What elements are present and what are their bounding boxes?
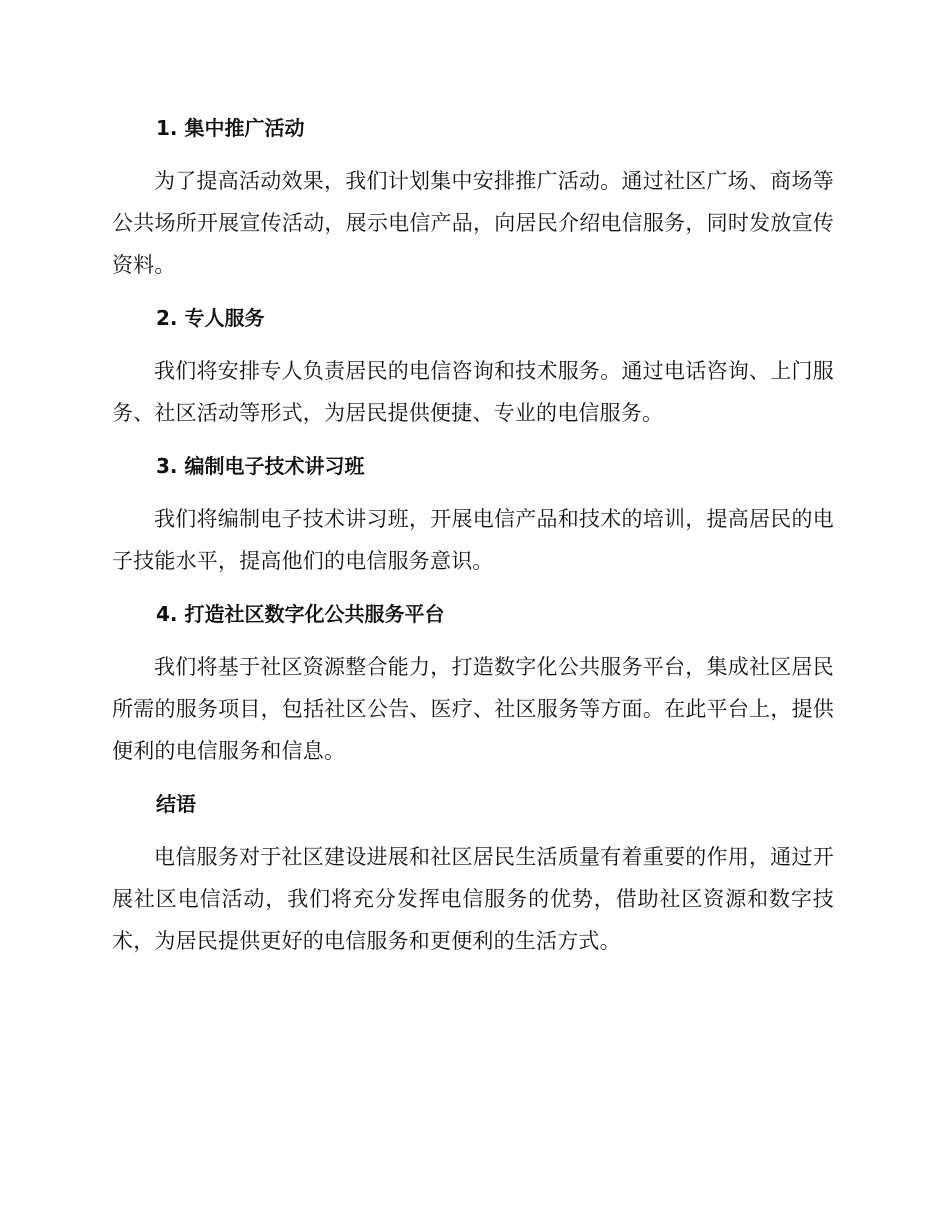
section-paragraph: 我们将编制电子技术讲习班，开展电信产品和技术的培训，提高居民的电子技能水平，提高他们的电信服务意识。 xyxy=(112,507,834,573)
section-4 xyxy=(112,593,834,772)
section-1 xyxy=(112,107,834,286)
section-heading: 3. 编制电子技术讲习班 xyxy=(156,454,365,478)
section-heading: 4. 打造社区数字化公共服务平台 xyxy=(156,602,445,626)
section-conclusion xyxy=(112,783,834,962)
document-body xyxy=(112,107,834,973)
section-heading: 结语 xyxy=(156,792,196,816)
section-paragraph: 为了提高活动效果，我们计划集中安排推广活动。通过社区广场、商场等公共场所开展宣传活动，展示电信产品，向居民介绍电信服务，同时发放宣传资料。 xyxy=(112,169,834,277)
section-3 xyxy=(112,445,834,582)
section-paragraph: 我们将安排专人负责居民的电信咨询和技术服务。通过电话咨询、上门服务、社区活动等形式，为居民提供便捷、专业的电信服务。 xyxy=(112,359,834,425)
section-2 xyxy=(112,297,834,434)
section-heading: 1. 集中推广活动 xyxy=(156,116,305,140)
section-heading: 2. 专人服务 xyxy=(156,306,265,330)
section-paragraph: 电信服务对于社区建设进展和社区居民生活质量有着重要的作用，通过开展社区电信活动，我们将充分发挥电信服务的优势，借助社区资源和数字技术，为居民提供更好的电信服务和更便利的生活方式。 xyxy=(112,845,834,953)
section-paragraph: 我们将基于社区资源整合能力，打造数字化公共服务平台，集成社区居民所需的服务项目，包括社区公告、医疗、社区服务等方面。在此平台上，提供便利的电信服务和信息。 xyxy=(112,655,834,763)
